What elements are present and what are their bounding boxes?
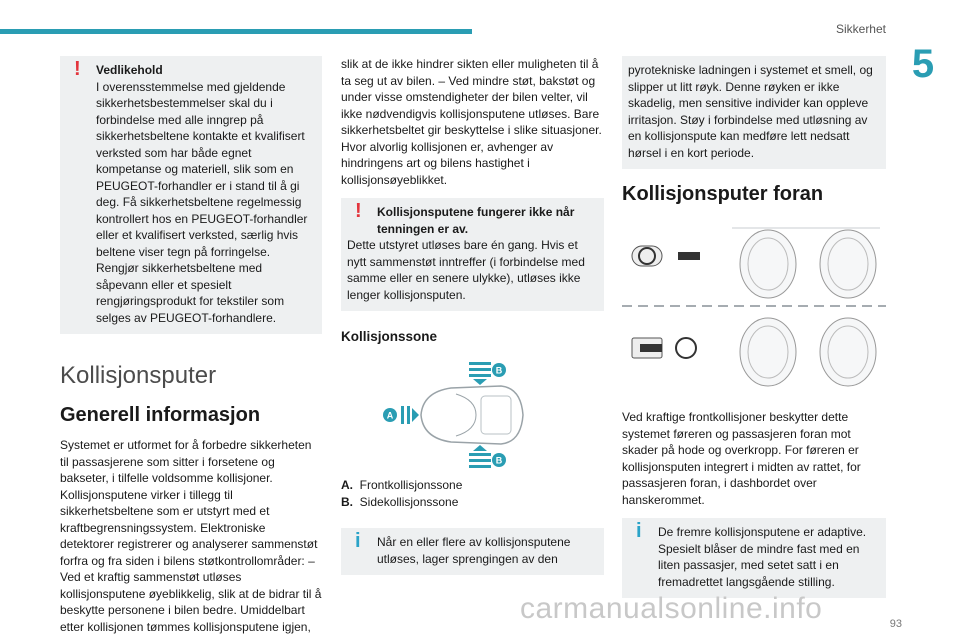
smoke-note-box bbox=[622, 56, 886, 169]
chapter-number: 5 bbox=[911, 42, 935, 86]
adaptive-airbag-info-box bbox=[622, 518, 886, 598]
heading-kollisjonsputer: Kollisjonsputer bbox=[60, 362, 217, 389]
body-text-continued: slik at de ikke hindrer sikten eller muligheten til å ta seg ut av bilen. – Ved mindre støt, bakstøt og under visse omstendigheter der bilen velter, vil ikke nødvendigvis kollisjonsputene utløses. Bare sikkerhetsbeltet gir beskyttelse i slike situasjoner. Hvor alvorlig kollisjonen er, avhenger av hindringens art og bilens hastighet i kollisjonsøyeblikket. bbox=[341, 57, 602, 187]
column-3 bbox=[622, 56, 886, 598]
heading-kollisjonssone: Kollisjonssone bbox=[341, 329, 438, 344]
warning-title: Kollisjonsputene fungerer ikke når tenningen er av. bbox=[377, 205, 575, 236]
warning-exclamation-icon: ! bbox=[355, 200, 362, 222]
info-text: De fremre kollisjonsputene er adaptive. Spesielt blåser de mindre fast med en liten passasjer, med setet satt i en fremadrettet langsgående stilling. bbox=[658, 525, 867, 589]
svg-text:A: A bbox=[386, 410, 394, 421]
maintenance-warning-box bbox=[60, 56, 322, 334]
column-1 bbox=[60, 56, 322, 635]
warning-title: Vedlikehold bbox=[96, 63, 163, 77]
info-icon: i bbox=[355, 530, 361, 552]
body-text: Systemet er utformet for å forbedre sikkerheten til passasjerene som sitter i forsetene og bakseter, i tilfelle voldsomme kollisjoner. Kollisjonsputene virker i tillegg til sikkerhetsbeltene som er utstyrt med et kraftbegrensningssystem. Elektroniske detektorer registrerer og analyserer sammenstøt forfra og fra siden i bilens støtkontrollområder: – Ved et kraftig sammenstøt utløses kollisjonsputene øyeblikkelig, slik at de bidrar til å beskytte personene i bilen bedre. Umiddelbart etter kollisjonen tømmes kollisjonsputene igjen, bbox=[60, 438, 322, 634]
info-text: Når en eller flere av kollisjonsputene utløses, lager sprengingen av den bbox=[377, 535, 571, 566]
heading-kollisjonsputer-foran: Kollisjonsputer foran bbox=[622, 183, 824, 205]
front-airbag-diagram bbox=[622, 220, 886, 390]
page-number: 93 bbox=[889, 618, 902, 630]
watermark: carmanualsonline.info bbox=[520, 592, 823, 625]
column-2 bbox=[341, 56, 604, 575]
legend-item-b: B. Sidekollisjonssone bbox=[341, 494, 459, 509]
section-title: Sikkerhet bbox=[835, 22, 886, 36]
collision-zone-diagram bbox=[381, 360, 531, 470]
svg-text:B: B bbox=[495, 455, 503, 466]
warning-text: I overensstemmelse med gjeldende sikkerhetsbestemmelser skal du i forbindelse med alle inngrep på sikkerhetsbeltene kontakte et kvalifisert verksted som har både egnet kompetanse og materiell, slik som en PEUGEOT-forhandler er i stand til å gi deg. Få sikkerhetsbeltene regelmessig kontrollert hos en PEUGEOT-forhandler eller et kvalifisert verksted, særlig hvis beltene viser tegn på forringelse. Rengjør sikkerhetsbeltene med såpevann eller et spesielt rengjøringsprodukt for tekstiler som selges av PEUGEOT-forhandlere. bbox=[96, 79, 308, 325]
warning-exclamation-icon: ! bbox=[74, 58, 81, 80]
airbag-warning-box bbox=[341, 198, 604, 311]
heading-generell-informasjon: Generell informasjon bbox=[60, 404, 261, 426]
warning-text: Dette utstyret utløses bare én gang. Hvis et nytt sammenstøt inntreffer (i forbindelse med samme eller en senere ulykke), utløses ikke lenger kollisjonsputen. bbox=[347, 238, 585, 302]
body-text: Ved kraftige frontkollisjoner beskytter dette systemet føreren og passasjeren foran mot skader på hode og overkropp. For føreren er kollisjonsputen integrert i midten av rattet, for passasjeren foran, i dashbordet over hanskerommet. bbox=[622, 410, 861, 507]
smoke-note-text: pyrotekniske ladningen i systemet et smell, og slipper ut litt røyk. Denne røyken er ikke skadelig, men sensitive individer kan oppleve irritasjon. Støy i forbindelse med utløsning av en kollisjonspute kan medføre lett nedsatt hørsel i en kort periode. bbox=[628, 63, 873, 160]
legend-item-a: A. Frontkollisjonssone bbox=[341, 478, 463, 492]
svg-text:B: B bbox=[495, 365, 503, 376]
header-accent-bar bbox=[0, 29, 472, 34]
info-box bbox=[341, 528, 604, 575]
info-icon: i bbox=[636, 520, 642, 542]
